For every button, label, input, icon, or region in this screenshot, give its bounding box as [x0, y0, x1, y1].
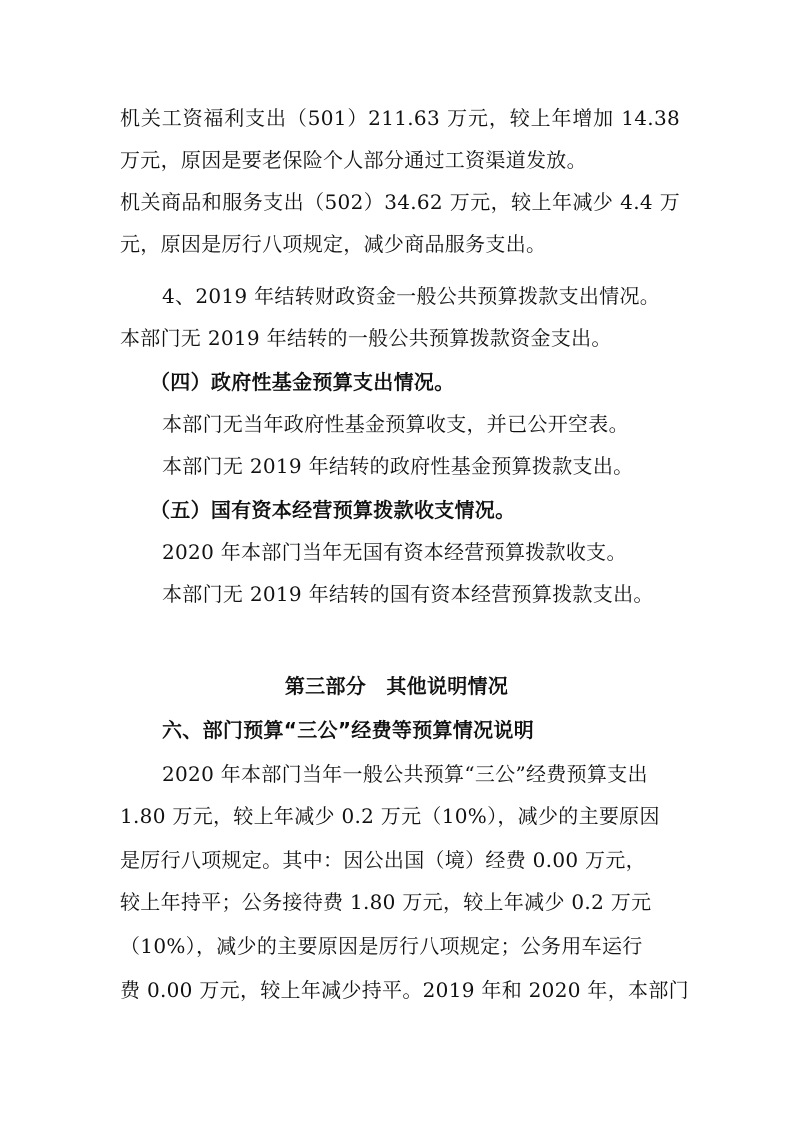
paragraph-line: 较上年持平；公务接待费 1.80 万元，较上年减少 0.2 万元	[120, 890, 652, 914]
paragraph-line: 费 0.00 万元，较上年减少持平。2019 年和 2020 年，本部门	[120, 978, 689, 1002]
paragraph-line: 2020 年本部门当年无国有资本经营预算拨款收支。	[162, 540, 627, 564]
paragraph-line: 2020 年本部门当年一般公共预算“三公”经费预算支出	[162, 762, 648, 786]
section-heading: 六、部门预算“三公”经费等预算情况说明	[162, 718, 534, 742]
section-heading: （四）政府性基金预算支出情况。	[150, 370, 455, 394]
paragraph-line: 本部门无 2019 年结转的政府性基金预算拨款支出。	[162, 454, 634, 478]
paragraph-line: 本部门无当年政府性基金预算收支，并已公开空表。	[162, 412, 629, 436]
section-heading: （五）国有资本经营预算拨款收支情况。	[150, 498, 516, 522]
paragraph-line: 本部门无 2019 年结转的国有资本经营预算拨款支出。	[162, 582, 654, 606]
paragraph-line: （10%），减少的主要原因是厉行八项规定；公务用车运行	[120, 934, 643, 958]
paragraph-line: 本部门无 2019 年结转的一般公共预算拨款资金支出。	[120, 326, 612, 350]
paragraph-line: 元，原因是厉行八项规定，减少商品服务支出。	[120, 232, 547, 256]
paragraph-line: 是厉行八项规定。其中：因公出国（境）经费 0.00 万元，	[120, 848, 646, 872]
paragraph-line: 4、2019 年结转财政资金一般公共预算拨款支出情况。	[162, 284, 661, 308]
paragraph-line: 1.80 万元，较上年减少 0.2 万元（10%），减少的主要原因	[120, 804, 660, 828]
paragraph-line: 机关工资福利支出（501）211.63 万元，较上年增加 14.38	[120, 106, 680, 130]
part-title: 第三部分 其他说明情况	[284, 674, 509, 698]
paragraph-line: 机关商品和服务支出（502）34.62 万元，较上年减少 4.4 万	[120, 190, 680, 214]
paragraph-line: 万元，原因是要老保险个人部分通过工资渠道发放。	[120, 148, 587, 172]
